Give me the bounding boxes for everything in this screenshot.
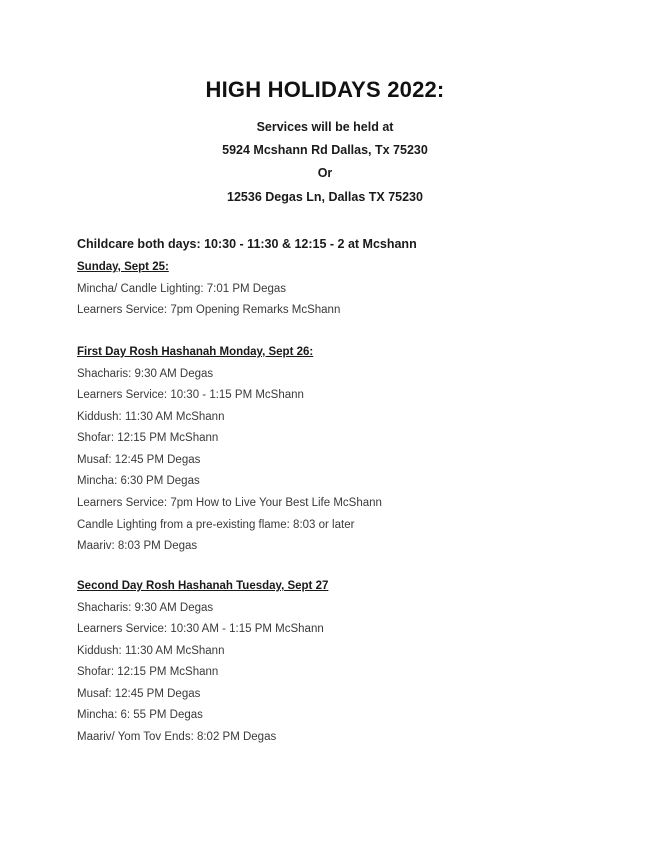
schedule-entry: Shofar: 12:15 PM McShann	[77, 432, 219, 445]
schedule-entry: Learners Service: 10:30 - 1:15 PM McShann	[77, 389, 304, 402]
location-intro: Services will be held at	[256, 120, 394, 134]
schedule-entry: Learners Service: 10:30 AM - 1:15 PM McShann	[77, 623, 324, 636]
section-heading: First Day Rosh Hashanah Monday, Sept 26:	[77, 346, 314, 358]
section-first-day	[77, 342, 382, 558]
schedule-entry: Learners Service: 7pm Opening Remarks McShann	[77, 304, 341, 317]
schedule-entry: Musaf: 12:45 PM Degas	[77, 687, 201, 700]
section-heading: Second Day Rosh Hashanah Tuesday, Sept 27	[77, 580, 329, 592]
schedule-entry: Mincha: 6: 55 PM Degas	[77, 709, 203, 722]
schedule-entry: Mincha: 6:30 PM Degas	[77, 475, 200, 488]
schedule-entry: Shacharis: 9:30 AM Degas	[77, 367, 214, 380]
section-second-day	[77, 576, 328, 749]
childcare-note: Childcare both days: 10:30 - 11:30 & 12:15 - 2 at Mcshann	[77, 237, 417, 251]
schedule-entry: Mincha/ Candle Lighting: 7:01 PM Degas	[77, 282, 287, 295]
schedule-entry: Shacharis: 9:30 AM Degas	[77, 601, 214, 614]
schedule-entry: Kiddush: 11:30 AM McShann	[77, 644, 225, 657]
schedule-entry: Shofar: 12:15 PM McShann	[77, 666, 219, 679]
page-title: HIGH HOLIDAYS 2022:	[205, 77, 445, 102]
address-or: Or	[317, 166, 333, 180]
schedule-entry: Maariv/ Yom Tov Ends: 8:02 PM Degas	[77, 731, 277, 744]
schedule-entry: Musaf: 12:45 PM Degas	[77, 453, 201, 466]
section-heading: Sunday, Sept 25:	[77, 261, 169, 273]
schedule-entry: Candle Lighting from a pre-existing flame: 8:03 or later	[77, 518, 355, 531]
schedule-entry: Kiddush: 11:30 AM McShann	[77, 410, 225, 423]
address-mcshann: 5924 Mcshann Rd Dallas, Tx 75230	[222, 143, 428, 157]
schedule-entry: Learners Service: 7pm How to Live Your Best Life McShann	[77, 497, 382, 510]
schedule-entry: Maariv: 8:03 PM Degas	[77, 540, 198, 553]
address-degas: 12536 Degas Ln, Dallas TX 75230	[227, 190, 423, 204]
section-sunday	[77, 257, 340, 322]
